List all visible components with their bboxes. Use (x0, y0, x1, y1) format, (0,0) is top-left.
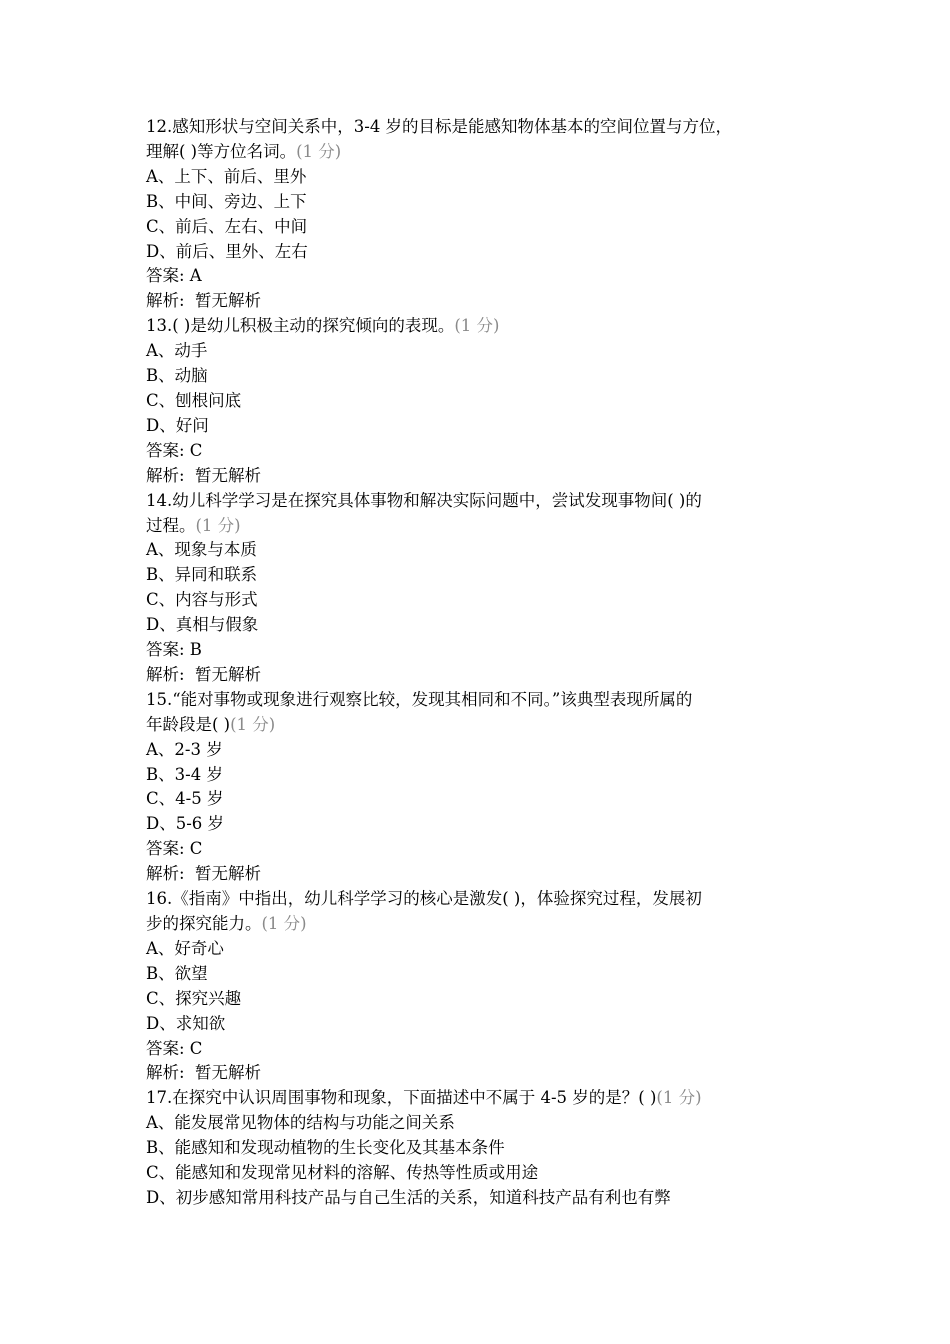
analysis-line: 解析: 暂无解析 (146, 465, 262, 485)
option-b: B、能感知和发现动植物的生长变化及其基本条件 (146, 1138, 505, 1158)
option-d: D、好问 (146, 415, 209, 435)
option-b: B、3-4 岁 (146, 764, 223, 784)
question-stem-line: 14.幼儿科学学习是在探究具体事物和解决实际问题中，尝试发现事物间( )的 (146, 490, 702, 510)
option-d: D、求知欲 (146, 1013, 226, 1033)
question-12 (146, 115, 840, 314)
option-a: A、好奇心 (146, 938, 224, 958)
score-label: (1 分) (296, 141, 342, 161)
option-c: C、刨根问底 (146, 390, 242, 410)
question-14 (146, 489, 840, 688)
option-a: A、动手 (146, 341, 208, 361)
question-stem-line: 12.感知形状与空间关系中，3-4 岁的目标是能感知物体基本的空间位置与方位， (146, 117, 733, 136)
answer-line: 答案: C (146, 839, 203, 859)
option-a: A、2-3 岁 (146, 739, 223, 759)
option-d: D、真相与假象 (146, 615, 259, 635)
answer-line: 答案: C (146, 1038, 203, 1058)
question-15 (146, 688, 840, 887)
option-c: C、探究兴趣 (146, 988, 242, 1008)
question-stem-line: 过程。 (146, 515, 196, 535)
score-label: (1 分) (261, 914, 307, 933)
analysis-line: 解析: 暂无解析 (146, 664, 262, 684)
option-c: C、能感知和发现常见材料的溶解、传热等性质或用途 (146, 1163, 539, 1183)
option-b: B、异同和联系 (146, 565, 258, 585)
question-stem-line: 步的探究能力。 (146, 914, 262, 933)
analysis-line: 解析: 暂无解析 (146, 864, 262, 884)
question-stem-line: 13.( )是幼儿积极主动的探究倾向的表现。 (146, 316, 455, 336)
answer-line: 答案: A (146, 266, 202, 286)
option-b: B、动脑 (146, 366, 208, 386)
option-a: A、上下、前后、里外 (146, 166, 307, 186)
score-label: (1 分) (195, 515, 241, 535)
option-c: C、前后、左右、中间 (146, 216, 308, 236)
option-d: D、前后、里外、左右 (146, 241, 308, 261)
option-a: A、能发展常见物体的结构与功能之间关系 (146, 1113, 455, 1133)
option-b: B、欲望 (146, 963, 208, 983)
score-label: (1 分) (454, 316, 500, 336)
score-label: (1 分) (656, 1088, 702, 1108)
question-stem-line: 15.“能对事物或现象进行观察比较，发现其相同和不同。”该典型表现所属的 (146, 689, 693, 709)
option-d: D、5-6 岁 (146, 814, 225, 834)
answer-line: 答案: B (146, 640, 202, 660)
option-c: C、内容与形式 (146, 590, 258, 610)
analysis-line: 解析: 暂无解析 (146, 291, 262, 311)
option-d: D、初步感知常用科技产品与自己生活的关系，知道科技产品有利也有弊 (146, 1187, 671, 1207)
question-stem-line: 理解( )等方位名词。 (146, 141, 297, 161)
question-stem-line: 16.《指南》中指出，幼儿科学学习的核心是激发( )，体验探究过程，发展初 (146, 889, 702, 909)
option-c: C、4-5 岁 (146, 789, 224, 809)
question-17 (146, 1086, 840, 1211)
question-13 (146, 314, 840, 488)
option-b: B、中间、旁边、上下 (146, 191, 307, 211)
option-a: A、现象与本质 (146, 540, 257, 560)
question-16 (146, 887, 840, 1086)
answer-line: 答案: C (146, 440, 203, 460)
question-stem-line: 17.在探究中认识周围事物和现象，下面描述中不属于 4-5 岁的是？( ) (146, 1088, 657, 1108)
score-label: (1 分) (230, 714, 276, 734)
analysis-line: 解析: 暂无解析 (146, 1063, 262, 1083)
question-stem-line: 年龄段是( ) (146, 714, 231, 734)
